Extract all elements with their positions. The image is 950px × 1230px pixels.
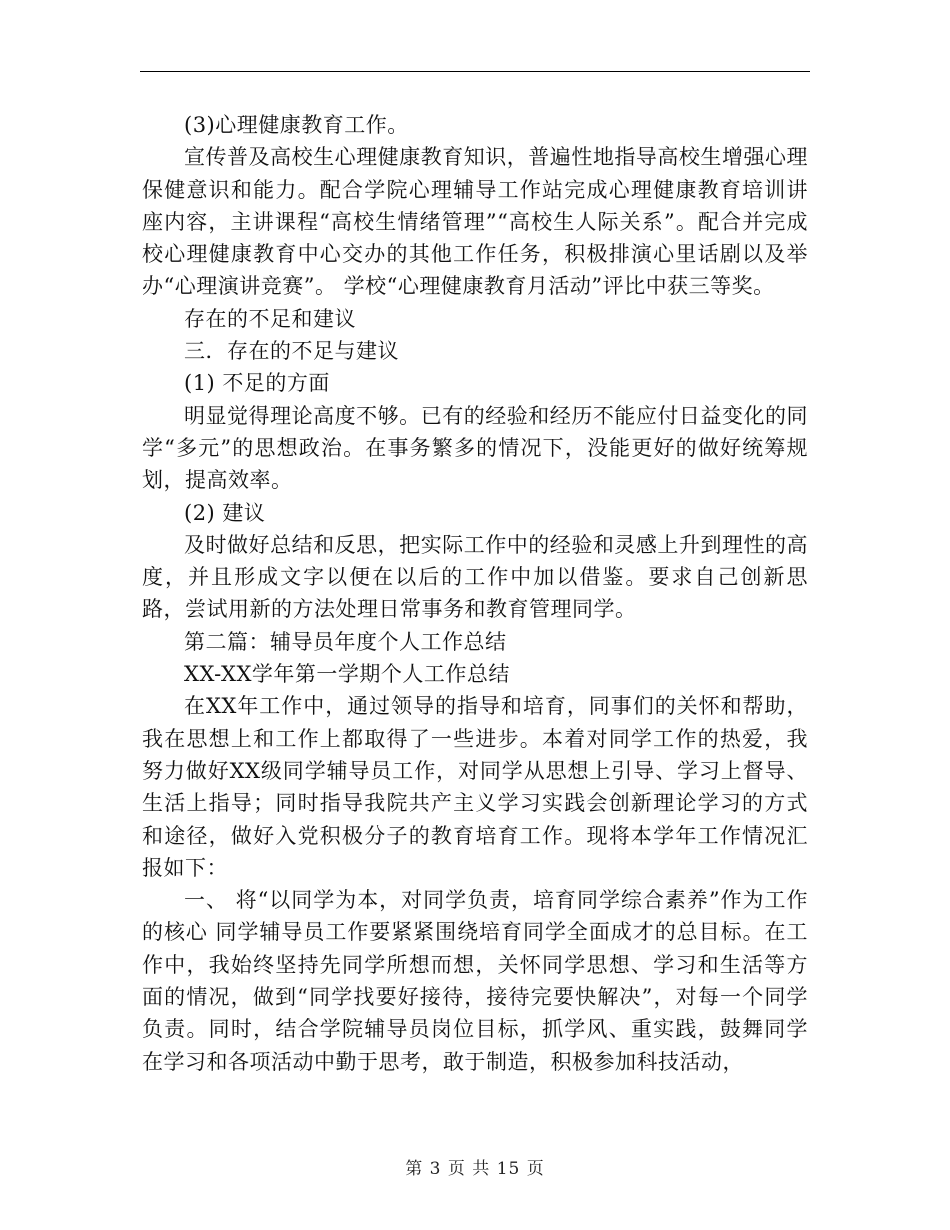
section-heading-mental-health: (3)心理健康教育工作。	[184, 113, 409, 137]
chapter-title-second: 第二篇：辅导员年度个人工作总结	[184, 629, 507, 654]
document-body	[142, 109, 808, 1078]
subheading-suggestions: (2) 建议	[184, 500, 266, 525]
paragraph-suggestions: 及时做好总结和反思，把实际工作中的经验和灵感上升到理性的高度，并且形成文字以便在以后的工作中加以借鉴。要求自己创新思路，尝试用新的方法处理日常事务和教育管理同学。	[142, 532, 808, 622]
header-rule	[140, 71, 810, 72]
heading-shortcomings-suggestions: 存在的不足和建议	[184, 306, 356, 331]
semester-summary-title: XX-XX学年第一学期个人工作总结	[184, 662, 510, 687]
paragraph-mental-health-work: 宣传普及高校生心理健康教育知识，普遍性地指导高校生增强心理保健意识和能力。配合学院心理辅导工作站完成心理健康教育培训讲座内容，主讲课程“高校生情绪管理”“高校生人际关系”。配合并完成校心理健康教育中心交办的其他工作任务，积极排演心里话剧以及举办“心理演讲竞赛”。 学校“心理健康教育月活动”评比中获三等奖。	[142, 145, 808, 299]
subheading-shortcomings: (1) 不足的方面	[184, 371, 330, 396]
paragraph-point-one: 一、 将“以同学为本，对同学负责，培育同学综合素养”作为工作的核心 同学辅导员工作要紧紧围绕培育同学全面成才的总目标。在工作中，我始终坚持先同学所想而想，关怀同学思想、学习和生活等方面的情况，做到“同学找要好接待，接待完要快解决”，对每一个同学负责。同时，结合学院辅导员岗位目标，抓学风、重实践，鼓舞同学在学习和各项活动中勤于思考，敢于制造，积极参加科技活动，	[142, 888, 808, 1074]
page-number-footer: 第 3 页 共 15 页	[405, 1159, 545, 1179]
paragraph-introduction: 在XX年工作中，通过领导的指导和培育，同事们的关怀和帮助，我在思想上和工作上都取得了一些进步。本着对同学工作的热爱，我努力做好XX级同学辅导员工作，对同学从思想上引导、学习上督导、生活上指导；同时指导我院共产主义学习实践会创新理论学习的方式和途径，做好入党积极分子的教育培育工作。现将本学年工作情况汇报如下：	[142, 694, 808, 880]
paragraph-shortcomings: 明显觉得理论高度不够。已有的经验和经历不能应付日益变化的同学“多元”的思想政治。在事务繁多的情况下，没能更好的做好统筹规划，提高效率。	[142, 403, 808, 493]
section-heading-three: 三．存在的不足与建议	[184, 339, 399, 364]
